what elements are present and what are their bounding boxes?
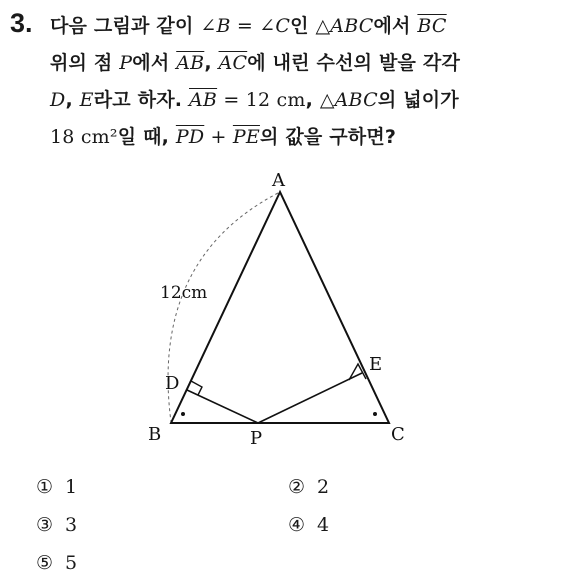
label-e: E [369,354,383,375]
side-length-arc [168,193,278,422]
triangle-abc-2: △ABC [319,89,378,111]
question-number: 3. [10,8,33,38]
point-p: P [119,52,133,74]
text-fragment: 인 [290,15,316,37]
choice-1[interactable] [36,476,77,498]
length-value: = 12 cm [217,89,306,111]
segment-pd-line [187,390,258,423]
choice-4[interactable] [288,514,329,536]
triangle-abc-shape [171,192,389,423]
label-b: B [148,424,162,445]
choice-marker: ③ [36,514,54,536]
angle-mark-b [181,412,185,416]
choice-5[interactable] [36,552,77,574]
label-p: P [250,428,263,449]
comma: , [204,52,219,74]
choice-value: 3 [65,514,78,536]
choice-2[interactable] [288,476,329,498]
angle-c: ∠C [259,15,291,37]
text-fragment: 의 넓이가 [377,89,459,111]
triangle-abc: △ABC [315,15,374,37]
label-c: C [391,424,405,445]
point-d: D [50,89,66,111]
segment-pe: $\overline{PE}$ [232,126,260,148]
choice-marker: ① [36,476,54,498]
text-fragment: 에서 [132,52,177,74]
segment-ab: $\overline{AB}$ [176,52,205,74]
segment-pe-line [258,373,362,423]
side-length-label: 12cm [160,283,208,303]
plus-sign: + [204,126,233,148]
choice-value: 4 [317,514,330,536]
segment-ab-2: $\overline{AB}$ [189,89,218,111]
segment-pd: $\overline{PD}$ [175,126,205,148]
text-fragment: 다음 그림과 같이 [50,15,201,37]
text-fragment: 의 값을 구하면? [259,126,397,148]
segment-ac: $\overline{AC}$ [218,52,248,74]
angle-b: ∠B [200,15,231,37]
point-e: E [79,89,94,111]
label-d: D [165,373,180,394]
comma: , [65,89,80,111]
segment-bc: $\overline{BC}$ [417,15,447,37]
equals-sign: = [230,15,260,37]
text-fragment: 라고 하자. [93,89,190,111]
text-fragment: 위의 점 [50,52,120,74]
text-fragment: 에서 [373,15,418,37]
comma: , [305,89,320,111]
choice-value: 5 [65,552,78,574]
angle-mark-c [373,412,377,416]
choice-marker: ② [288,476,306,498]
text-fragment: 에 내린 수선의 발을 각각 [247,52,461,74]
label-a: A [272,170,285,191]
choice-3[interactable] [36,514,77,536]
choice-marker: ④ [288,514,306,536]
choice-value: 2 [317,476,330,498]
choice-value: 1 [65,476,78,498]
area-value: 18 cm² [50,126,118,148]
choice-marker: ⑤ [36,552,54,574]
text-fragment: 일 때, [117,126,176,148]
